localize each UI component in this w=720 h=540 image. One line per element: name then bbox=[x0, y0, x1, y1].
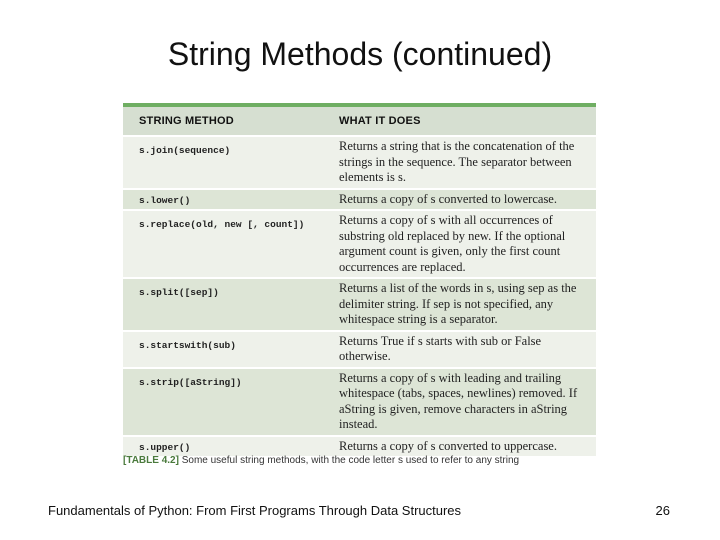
slide-footer: Fundamentals of Python: From First Programs Through Data Structures bbox=[48, 503, 462, 518]
caption-tag: [TABLE 4.2] bbox=[123, 455, 179, 466]
table-row bbox=[123, 368, 596, 436]
method-cell: s.upper() bbox=[123, 436, 323, 458]
table-row bbox=[123, 436, 596, 458]
method-cell: s.startswith(sub) bbox=[123, 331, 323, 368]
method-cell: s.lower() bbox=[123, 189, 323, 211]
table-header-row bbox=[123, 107, 596, 136]
table-caption bbox=[123, 455, 603, 466]
description-cell: Returns a list of the words in s, using sep as the delimiter string. If sep is not specified, any whitespace string is a separator. bbox=[323, 278, 596, 331]
description-cell: Returns a copy of s converted to uppercase. bbox=[323, 436, 596, 458]
slide-title: String Methods (continued) bbox=[167, 36, 553, 72]
page-number: 26 bbox=[655, 503, 670, 518]
column-header-what-it-does: WHAT IT DOES bbox=[323, 107, 596, 136]
table-row bbox=[123, 331, 596, 368]
string-methods-table bbox=[123, 103, 596, 458]
description-cell: Returns a copy of s with all occurrences of substring old replaced by new. If the optional argument count is given, only the first count occurrences are replaced. bbox=[323, 210, 596, 278]
caption-text: Some useful string methods, with the code letter s used to refer to any string bbox=[181, 455, 520, 466]
method-cell: s.strip([aString]) bbox=[123, 368, 323, 436]
description-cell: Returns a copy of s with leading and trailing whitespace (tabs, spaces, newlines) removed. If aString is given, remove characters in aString instead. bbox=[323, 368, 596, 436]
method-cell: s.join(sequence) bbox=[123, 136, 323, 189]
description-cell: Returns a string that is the concatenation of the strings in the sequence. The separator between elements is s. bbox=[323, 136, 596, 189]
method-cell: s.replace(old, new [, count]) bbox=[123, 210, 323, 278]
table-row bbox=[123, 189, 596, 211]
table bbox=[123, 107, 596, 458]
column-header-string-method: STRING METHOD bbox=[123, 107, 323, 136]
method-cell: s.split([sep]) bbox=[123, 278, 323, 331]
table-row bbox=[123, 210, 596, 278]
description-cell: Returns a copy of s converted to lowercase. bbox=[323, 189, 596, 211]
table-row bbox=[123, 136, 596, 189]
description-cell: Returns True if s starts with sub or False otherwise. bbox=[323, 331, 596, 368]
table-row bbox=[123, 278, 596, 331]
